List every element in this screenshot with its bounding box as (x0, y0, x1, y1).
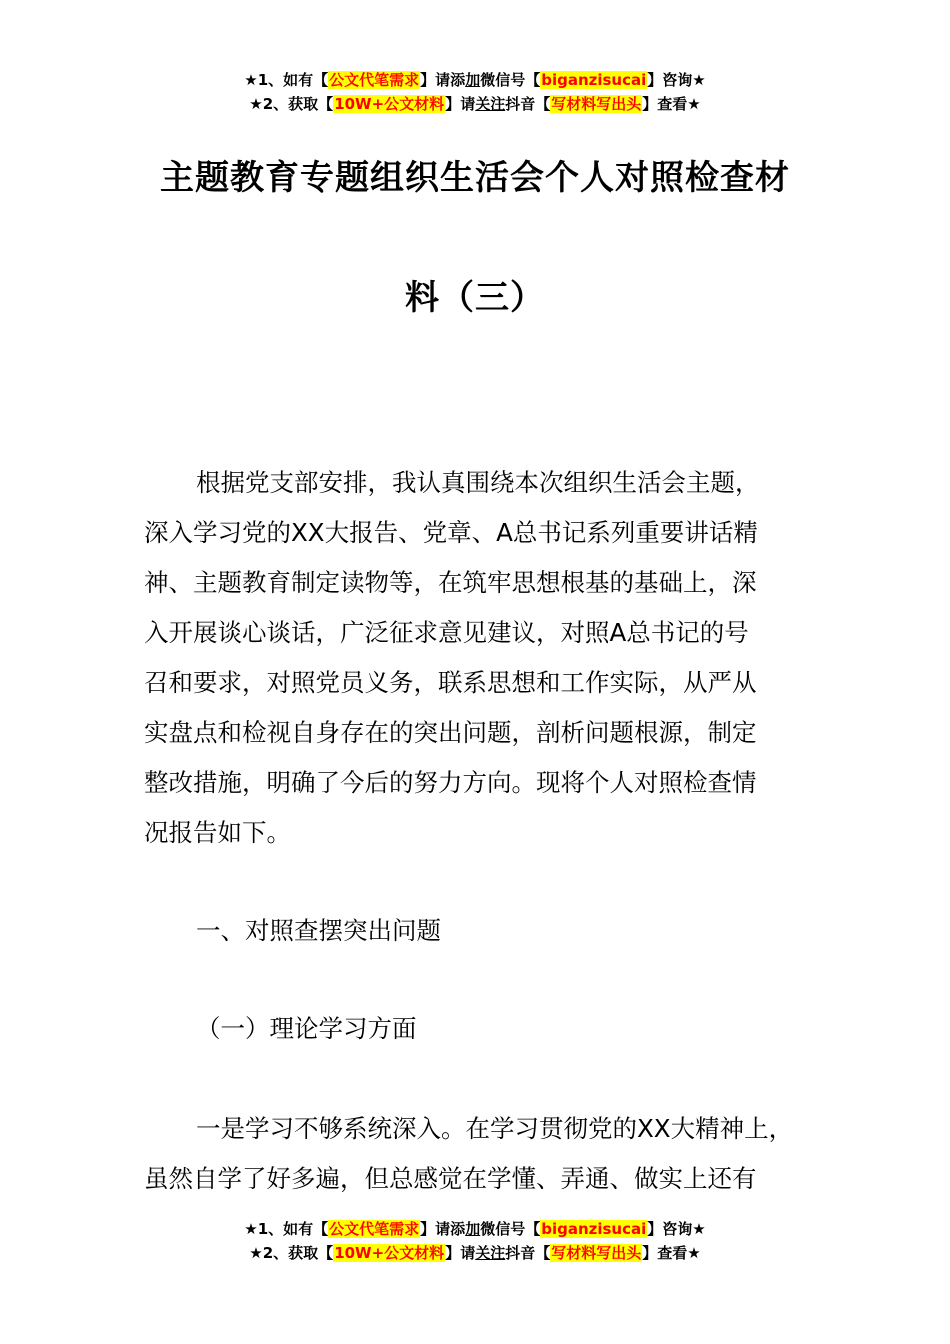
banner-text: 微信号【 (480, 1220, 541, 1238)
banner-line-1 (0, 1217, 950, 1241)
paragraph-line: 况报告如下。 (144, 818, 291, 847)
banner-douyin-id: 写材料写出头 (551, 95, 642, 113)
banner-highlight: 公文代笔需求 (329, 71, 420, 89)
banner-text: 】请 (445, 95, 476, 113)
banner-text: 】请添 (420, 71, 466, 89)
banner-line-1 (0, 68, 950, 92)
document-title-line-2: 料（三） (405, 278, 545, 318)
paragraph-line: 整改措施，明确了今后的努力方向。现将个人对照检查情 (144, 768, 757, 797)
banner-text: ★1、如有【 (244, 71, 329, 89)
top-banner (0, 68, 950, 116)
banner-text: 】请 (445, 1244, 476, 1262)
banner-text: ★2、获取【 (249, 95, 334, 113)
intro-paragraph (144, 458, 824, 858)
banner-text: 】咨询★ (647, 71, 706, 89)
banner-highlight: 公文代笔需求 (329, 1220, 420, 1238)
banner-text: 】请添 (420, 1220, 466, 1238)
paragraph-line: 深入学习党的XX大报告、党章、A总书记系列重要讲话精 (144, 518, 758, 547)
paragraph-line: 召和要求，对照党员义务，联系思想和工作实际，从严从 (144, 668, 757, 697)
banner-line-2 (0, 1241, 950, 1265)
banner-douyin-id: 写材料写出头 (551, 1244, 642, 1262)
bottom-banner (0, 1217, 950, 1265)
banner-highlight: 10W+公文材料 (334, 1244, 445, 1262)
banner-text: ★1、如有【 (244, 1220, 329, 1238)
banner-text: 】咨询★ (647, 1220, 706, 1238)
banner-underlined: 加 (465, 1220, 481, 1238)
banner-text: 抖音【 (505, 1244, 551, 1262)
paragraph-line: 入开展谈心谈话，广泛征求意见建议，对照A总书记的号 (144, 618, 749, 647)
body-paragraph (144, 1104, 824, 1204)
paragraph-line: 神、主题教育制定读物等，在筑牢思想根基的基础上，深 (144, 568, 757, 597)
banner-text: ★2、获取【 (249, 1244, 334, 1262)
subsection-heading (196, 1004, 876, 1054)
banner-text: 】查看★ (642, 95, 701, 113)
paragraph-line: 实盘点和检视自身存在的突出问题，剖析问题根源，制定 (144, 718, 757, 747)
section-heading-text: 一、对照查摆突出问题 (196, 916, 441, 945)
banner-highlight: 10W+公文材料 (334, 95, 445, 113)
banner-wechat-id: biganzisucai (541, 1220, 647, 1238)
banner-text: 】查看★ (642, 1244, 701, 1262)
banner-line-2 (0, 92, 950, 116)
document-title-line-1: 主题教育专题组织生活会个人对照检查材 (160, 158, 790, 198)
banner-underlined: 关注 (475, 95, 506, 113)
paragraph-line: 虽然自学了好多遍，但总感觉在学懂、弄通、做实上还有 (144, 1164, 757, 1193)
banner-underlined: 加 (465, 71, 481, 89)
banner-text: 抖音【 (505, 95, 551, 113)
banner-text: 微信号【 (480, 71, 541, 89)
section-heading (196, 906, 876, 956)
paragraph-line: 根据党支部安排，我认真围绕本次组织生活会主题， (196, 468, 760, 497)
banner-wechat-id: biganzisucai (541, 71, 647, 89)
subsection-heading-text: （一）理论学习方面 (196, 1014, 417, 1043)
paragraph-line: 一是学习不够系统深入。在学习贯彻党的XX大精神上， (196, 1114, 794, 1143)
banner-underlined: 关注 (475, 1244, 506, 1262)
